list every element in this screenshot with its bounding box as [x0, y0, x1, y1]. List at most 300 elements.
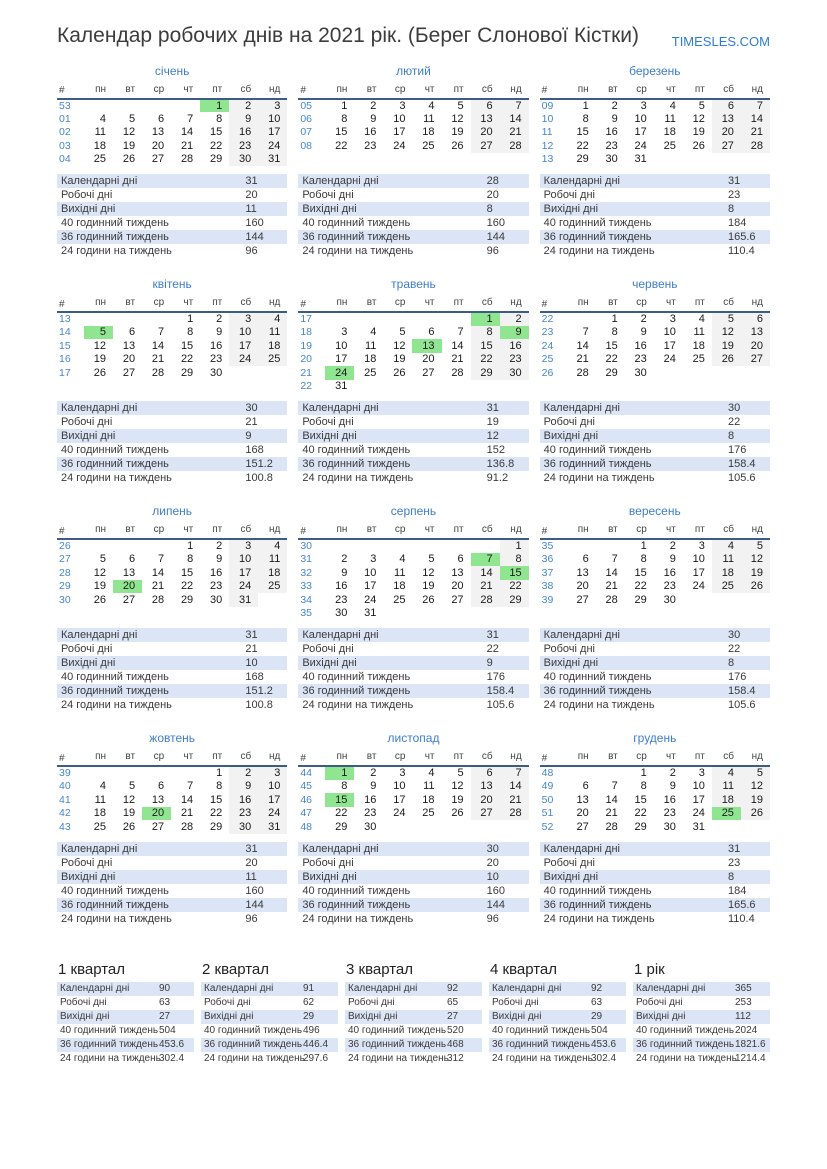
- day-cell: [258, 366, 287, 380]
- week-row: [540, 339, 770, 353]
- weekday-header: нд: [500, 297, 529, 312]
- stat-row: [57, 415, 287, 429]
- day-cell: 31: [692, 820, 705, 833]
- day-cell: 25: [712, 580, 741, 594]
- weekday-header: вт: [113, 297, 142, 312]
- day-cell: 15: [209, 793, 223, 806]
- stat-label: Робочі дні: [492, 997, 539, 1009]
- week-row: [540, 820, 770, 834]
- stat-value: 165.6: [727, 231, 756, 244]
- stat-value: 1821.6: [735, 1039, 766, 1051]
- week-row: [540, 539, 770, 553]
- day-cell: [142, 766, 171, 780]
- week-number: 31: [300, 553, 313, 566]
- month-stats-table: [298, 174, 528, 258]
- stat-value: 31: [486, 629, 499, 642]
- day-cell: 19: [122, 139, 136, 152]
- day-cell: [113, 312, 142, 326]
- day-cell: 8: [611, 326, 618, 339]
- day-cell: 13: [712, 112, 741, 126]
- day-cell: 2: [640, 313, 647, 326]
- day-cell: 1: [582, 99, 589, 112]
- week-row: [57, 153, 287, 167]
- day-cell: 4: [258, 539, 287, 553]
- day-cell: 27: [451, 593, 464, 606]
- week-number: 51: [541, 807, 554, 820]
- week-number: 18: [300, 326, 313, 339]
- day-cell: 26: [422, 593, 435, 606]
- day-cell: 8: [341, 780, 348, 793]
- day-cell: 31: [258, 153, 287, 167]
- day-cell: 1: [611, 313, 618, 326]
- day-cell: 9: [370, 780, 377, 793]
- stat-label: Календарні дні: [543, 402, 620, 415]
- week-row: [298, 807, 528, 821]
- stat-value: 63: [159, 997, 171, 1009]
- week-number: 43: [59, 820, 71, 833]
- week-row: [540, 112, 770, 126]
- stat-label: Робочі дні: [61, 856, 113, 869]
- week-number: 02: [59, 126, 71, 139]
- stat-label: 24 години на тиждень: [61, 472, 172, 485]
- week-row: [57, 539, 287, 553]
- stat-label: Календарні дні: [61, 175, 138, 188]
- stat-row: [540, 842, 770, 856]
- day-cell: 11: [94, 793, 107, 806]
- weekday-header: нд: [741, 524, 770, 539]
- stat-row: [298, 698, 528, 712]
- weekday-header: #: [298, 84, 325, 99]
- week-row: [57, 312, 287, 326]
- day-cell: [325, 539, 354, 553]
- day-cell: 10: [634, 112, 647, 125]
- weekday-header: пт: [442, 297, 471, 312]
- day-cell: 21: [576, 353, 589, 366]
- day-cell: 4: [428, 99, 435, 112]
- day-cell: [654, 366, 683, 380]
- week-number: 30: [59, 593, 71, 606]
- stat-row: [540, 856, 770, 870]
- weekday-header: вт: [596, 524, 625, 539]
- day-cell: 13: [151, 126, 165, 139]
- stat-value: 8: [727, 657, 735, 670]
- stat-label: Вихідні дні: [636, 1011, 686, 1023]
- day-cell: 10: [692, 780, 705, 793]
- day-cell: [412, 820, 441, 834]
- day-cell: 15: [180, 339, 194, 352]
- stat-value: 312: [447, 1053, 464, 1065]
- day-cell: 25: [663, 139, 676, 152]
- weekday-header: ср: [383, 751, 412, 766]
- day-cell: 15: [500, 566, 529, 580]
- stat-row: [540, 401, 770, 415]
- stat-label: 36 годинний тиждень: [61, 898, 169, 911]
- week-row: [57, 793, 287, 807]
- day-cell: 6: [428, 326, 435, 339]
- weekday-header: пн: [325, 751, 354, 766]
- day-cell: 11: [94, 126, 107, 139]
- day-cell: 7: [741, 99, 770, 113]
- weekday-header: ср: [625, 84, 654, 99]
- day-cell: 19: [393, 353, 406, 366]
- day-cell: 16: [229, 793, 258, 807]
- day-cell: 3: [698, 540, 705, 553]
- weekday-header: нд: [500, 84, 529, 99]
- stat-value: 30: [727, 402, 741, 415]
- day-cell: 2: [216, 540, 223, 553]
- stat-row: [57, 842, 287, 856]
- day-cell: 14: [605, 793, 618, 806]
- weekday-header: пн: [325, 524, 354, 539]
- week-number: 24: [541, 339, 554, 352]
- weekday-header: вт: [113, 524, 142, 539]
- day-cell: 11: [258, 553, 287, 567]
- stat-row: [489, 1010, 626, 1024]
- day-cell: 24: [229, 353, 258, 367]
- day-cell: 21: [471, 580, 500, 594]
- day-cell: 26: [93, 366, 107, 379]
- summary-stats-table: [489, 982, 626, 1066]
- day-cell: 17: [258, 793, 287, 807]
- weekday-header: чт: [412, 84, 441, 99]
- day-cell: 19: [741, 566, 770, 580]
- month-stats-table: [298, 628, 528, 712]
- day-cell: 18: [93, 807, 107, 820]
- weekday-header-row: [540, 297, 770, 312]
- day-cell: 27: [151, 820, 165, 833]
- week-row: [540, 793, 770, 807]
- day-cell: 5: [128, 780, 136, 793]
- week-number: 41: [59, 793, 71, 806]
- stat-value: 65: [447, 997, 459, 1009]
- stat-label: Робочі дні: [543, 189, 595, 202]
- day-cell: 23: [209, 353, 223, 366]
- week-number: 21: [300, 366, 313, 379]
- weekday-header: #: [540, 524, 567, 539]
- summary-title: 1 квартал: [58, 960, 126, 978]
- day-cell: [229, 366, 258, 380]
- day-cell: [741, 820, 770, 834]
- stat-value: 160: [486, 217, 506, 230]
- day-cell: 4: [669, 99, 676, 112]
- week-row: [57, 566, 287, 580]
- day-cell: 28: [471, 593, 500, 607]
- day-cell: 12: [93, 339, 107, 352]
- month-title: листопад: [387, 731, 440, 746]
- month-calendar: [57, 504, 287, 620]
- week-number: 45: [300, 780, 313, 793]
- stat-label: 40 годинний тиждень: [302, 884, 411, 897]
- day-cell: [471, 820, 500, 834]
- day-cell: 29: [209, 153, 223, 166]
- stat-label: Календарні дні: [302, 175, 379, 188]
- day-cell: 24: [229, 580, 258, 594]
- day-cell: 9: [611, 112, 618, 125]
- weekday-header: пт: [683, 524, 712, 539]
- month-stats-table: [57, 842, 287, 926]
- day-cell: 4: [428, 767, 435, 780]
- stat-value: 62: [303, 997, 315, 1009]
- stat-value: 28: [486, 175, 499, 188]
- day-cell: [442, 820, 471, 834]
- weekday-header-row: [57, 524, 287, 539]
- weekday-header: сб: [712, 297, 741, 312]
- day-cell: 4: [399, 553, 406, 566]
- weekday-header: вт: [596, 751, 625, 766]
- day-cell: 21: [741, 126, 770, 140]
- stat-label: Робочі дні: [61, 643, 113, 656]
- day-cell: 3: [370, 553, 377, 566]
- stat-row: [57, 174, 287, 188]
- day-cell: [500, 607, 529, 621]
- day-cell: 2: [229, 99, 258, 113]
- summary-title: 4 квартал: [490, 960, 558, 978]
- summary-block: [345, 961, 482, 1066]
- stat-row: [201, 1052, 338, 1066]
- stat-row: [540, 202, 770, 216]
- weekday-header: сб: [471, 751, 500, 766]
- day-cell: 1: [341, 99, 348, 112]
- week-number: 01: [59, 112, 71, 125]
- stat-value: 105.6: [727, 699, 756, 712]
- day-cell: 17: [229, 339, 258, 353]
- day-cell: [84, 312, 113, 326]
- day-cell: [142, 312, 171, 326]
- weekday-header: #: [57, 751, 84, 766]
- stat-label: 40 годинний тиждень: [61, 884, 169, 897]
- weekday-header: нд: [258, 751, 287, 766]
- weekday-header: сб: [229, 751, 258, 766]
- stat-row: [298, 670, 528, 684]
- week-number: 38: [541, 580, 554, 593]
- page-header: [57, 22, 770, 50]
- day-cell: 20: [122, 353, 136, 366]
- day-cell: 13: [151, 793, 165, 806]
- stat-label: 24 години на тиждень: [61, 699, 172, 712]
- stat-row: [298, 457, 528, 471]
- day-cell: 20: [576, 807, 589, 820]
- week-row: [540, 353, 770, 367]
- day-cell: 22: [180, 353, 194, 366]
- stat-value: 158.4: [727, 458, 756, 471]
- weekday-header: пн: [567, 751, 596, 766]
- stat-value: 496: [303, 1025, 320, 1037]
- day-cell: 26: [741, 807, 770, 821]
- day-cell: 21: [451, 353, 464, 366]
- week-number: 40: [59, 780, 71, 793]
- week-row: [57, 366, 287, 380]
- weekday-header: пт: [683, 84, 712, 99]
- weekday-header: чт: [171, 524, 200, 539]
- stat-row: [298, 471, 528, 485]
- day-cell: 19: [451, 126, 464, 139]
- stat-value: 365: [735, 983, 752, 995]
- stat-value: 110.4: [727, 912, 755, 925]
- stat-row: [298, 856, 528, 870]
- weekday-header: пн: [325, 297, 354, 312]
- day-cell: 15: [634, 566, 647, 579]
- day-cell: [142, 539, 171, 553]
- stat-value: 30: [727, 629, 741, 642]
- day-cell: 8: [216, 112, 223, 125]
- summary-block: [201, 961, 338, 1066]
- weekday-header: пн: [567, 297, 596, 312]
- stat-value: 160: [245, 884, 264, 897]
- day-cell: 9: [229, 112, 258, 126]
- day-cell: [654, 153, 683, 167]
- stat-row: [57, 628, 287, 642]
- weekday-header-row: [540, 751, 770, 766]
- day-cell: 1: [640, 767, 647, 780]
- day-cell: 14: [500, 112, 529, 126]
- stat-label: 24 години на тиждень: [543, 472, 655, 485]
- weekday-header: #: [540, 751, 567, 766]
- day-cell: 6: [471, 766, 500, 780]
- stat-row: [540, 898, 770, 912]
- stat-label: Календарні дні: [543, 175, 620, 188]
- day-cell: 8: [187, 553, 194, 566]
- day-cell: 22: [500, 580, 529, 594]
- stat-value: 23: [727, 189, 741, 202]
- day-cell: 18: [393, 580, 406, 593]
- day-cell: 19: [93, 353, 107, 366]
- day-cell: 14: [451, 339, 464, 352]
- stat-row: [57, 202, 287, 216]
- day-cell: [471, 539, 500, 553]
- week-number: 11: [541, 126, 553, 139]
- day-cell: 16: [634, 339, 647, 352]
- stat-label: Календарні дні: [348, 983, 418, 995]
- day-cell: 7: [457, 326, 464, 339]
- stat-row: [540, 471, 770, 485]
- week-number: 14: [59, 326, 71, 339]
- week-number: 26: [59, 540, 71, 553]
- stat-label: Вихідні дні: [543, 203, 599, 216]
- weekday-header: чт: [654, 751, 683, 766]
- weekday-header-row: [57, 751, 287, 766]
- stat-row: [298, 870, 528, 884]
- day-cell: [741, 153, 770, 167]
- day-cell: 28: [451, 366, 464, 379]
- stat-value: 63: [591, 997, 603, 1009]
- day-cell: 13: [412, 339, 441, 353]
- stat-value: 22: [727, 416, 741, 429]
- day-cell: 25: [93, 820, 107, 833]
- week-number: 20: [300, 353, 313, 366]
- weekday-header-row: [298, 84, 528, 99]
- day-cell: 9: [669, 780, 676, 793]
- stat-label: 40 годинний тиждень: [543, 671, 652, 684]
- day-cell: 7: [500, 766, 529, 780]
- week-number: 27: [59, 553, 71, 566]
- weekday-header: пн: [84, 84, 113, 99]
- day-cell: 9: [500, 326, 529, 340]
- stat-label: Календарні дні: [302, 629, 379, 642]
- weekday-header: сб: [471, 297, 500, 312]
- stat-row: [298, 401, 528, 415]
- stat-row: [57, 188, 287, 202]
- stat-row: [540, 698, 770, 712]
- stat-label: Вихідні дні: [60, 1011, 110, 1023]
- stat-row: [540, 684, 770, 698]
- stat-label: Робочі дні: [302, 416, 354, 429]
- day-cell: 3: [399, 767, 406, 780]
- day-cell: 18: [422, 126, 435, 139]
- day-cell: 31: [229, 593, 258, 607]
- month-calendar: [298, 64, 528, 167]
- stat-label: Календарні дні: [543, 629, 620, 642]
- month-title: жовтень: [149, 731, 196, 746]
- week-number: 29: [59, 580, 71, 593]
- week-row: [540, 553, 770, 567]
- day-cell: 21: [500, 126, 529, 140]
- stat-row: [345, 1024, 482, 1038]
- months-grid: [57, 64, 770, 945]
- day-cell: [712, 593, 741, 607]
- stat-label: 24 години на тиждень: [543, 245, 655, 258]
- day-cell: 17: [229, 566, 258, 580]
- weekday-header-row: [298, 524, 528, 539]
- stat-label: 40 годинний тиждень: [543, 444, 652, 457]
- stat-value: 176: [486, 671, 506, 684]
- day-cell: 13: [741, 326, 770, 340]
- weekday-header: #: [57, 297, 84, 312]
- stat-value: 8: [727, 870, 735, 883]
- stat-label: 24 години на тиждень: [636, 1053, 737, 1065]
- day-cell: 23: [229, 807, 258, 821]
- weekday-header: нд: [500, 751, 529, 766]
- day-cell: 28: [500, 807, 529, 821]
- day-cell: 24: [258, 807, 287, 821]
- stat-value: 27: [159, 1011, 171, 1023]
- stat-label: Вихідні дні: [348, 1011, 398, 1023]
- day-cell: 15: [325, 793, 354, 807]
- stat-label: 40 годинний тиждень: [302, 217, 411, 230]
- weekday-header: нд: [741, 297, 770, 312]
- day-cell: 20: [142, 807, 171, 821]
- brand-link[interactable]: TIMESLES.COM: [671, 34, 770, 49]
- month-calendar: [298, 731, 528, 834]
- day-cell: 17: [258, 126, 287, 140]
- stat-value: 20: [486, 856, 499, 869]
- weekday-header: сб: [712, 751, 741, 766]
- stat-label: Робочі дні: [302, 189, 354, 202]
- stat-value: 96: [486, 245, 499, 258]
- stat-value: 520: [447, 1025, 464, 1037]
- stat-value: 8: [727, 430, 735, 443]
- week-number: 48: [541, 767, 554, 780]
- stat-value: 96: [245, 912, 258, 925]
- day-cell: 2: [370, 767, 377, 780]
- day-cell: [142, 99, 171, 113]
- day-cell: 19: [422, 580, 435, 593]
- day-cell: 23: [229, 139, 258, 153]
- month-title: серпень: [390, 504, 437, 519]
- day-cell: 30: [663, 820, 676, 833]
- weekday-header-row: [540, 84, 770, 99]
- week-row: [540, 593, 770, 607]
- week-row: [540, 153, 770, 167]
- day-cell: 5: [698, 99, 705, 112]
- day-cell: 10: [364, 566, 377, 579]
- day-cell: 31: [258, 820, 287, 834]
- week-row: [540, 566, 770, 580]
- stat-row: [489, 996, 626, 1010]
- day-cell: 24: [258, 139, 287, 153]
- stat-value: 8: [486, 203, 493, 216]
- day-cell: 23: [605, 139, 618, 152]
- week-number: 05: [300, 99, 313, 112]
